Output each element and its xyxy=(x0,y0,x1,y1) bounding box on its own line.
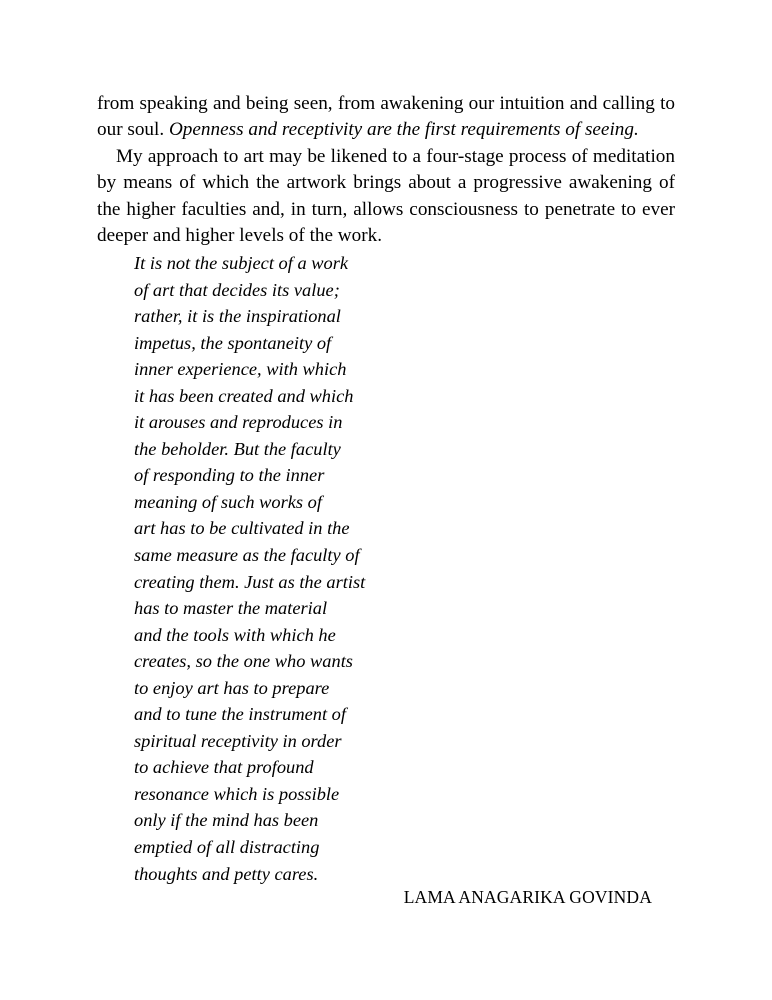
quote-line: rather, it is the inspirational xyxy=(134,306,341,327)
quote-line: to enjoy art has to prepare xyxy=(134,677,330,698)
quote-line: same measure as the faculty of xyxy=(134,545,360,566)
quote-line: it arouses and reproduces in xyxy=(134,412,343,433)
quote-line: creating them. Just as the artist xyxy=(134,571,366,592)
quote-line: inner experience, with which xyxy=(134,359,347,380)
quote-line: of art that decides its value; xyxy=(134,279,340,300)
paragraph-approach: My approach to art may be likened to a four-stage process of meditation by means of which the artwork brings about a progressive awakening of the higher faculties and, in turn, allows consciousness to penetrate to ever deeper and higher levels of the work. xyxy=(97,146,675,247)
paragraph-text: from speaking and being seen, from awakening our intuition and calling to our soul. xyxy=(97,93,675,141)
quote-line: It is not the subject of a work xyxy=(134,253,349,273)
quote-line: resonance which is possible xyxy=(134,783,340,804)
emphasized-sentence: Openness and receptivity are the first requirements of seeing. xyxy=(168,119,639,141)
quote-line: impetus, the spontaneity of xyxy=(134,332,332,353)
quote-line: the beholder. But the faculty xyxy=(134,438,341,459)
epigraph-quote xyxy=(134,250,365,887)
paragraph-continuation xyxy=(97,91,675,144)
quote-line: thoughts and petty cares. xyxy=(134,863,319,884)
quote-line: and the tools with which he xyxy=(134,624,336,645)
quote-line: of responding to the inner xyxy=(134,465,325,486)
quote-line: meaning of such works of xyxy=(134,491,322,512)
quote-line: only if the mind has been xyxy=(134,810,319,831)
quote-line: spiritual receptivity in order xyxy=(134,730,342,751)
quote-line: emptied of all distracting xyxy=(134,837,320,858)
quote-attribution: LAMA ANAGARIKA GOVINDA xyxy=(403,887,652,907)
quote-line: art has to be cultivated in the xyxy=(134,518,350,539)
quote-line: to achieve that profound xyxy=(134,757,314,778)
quote-line: creates, so the one who wants xyxy=(134,651,353,672)
quote-line: has to master the material xyxy=(134,598,328,619)
quote-line: and to tune the instrument of xyxy=(134,704,346,725)
quote-line: it has been created and which xyxy=(134,385,354,406)
